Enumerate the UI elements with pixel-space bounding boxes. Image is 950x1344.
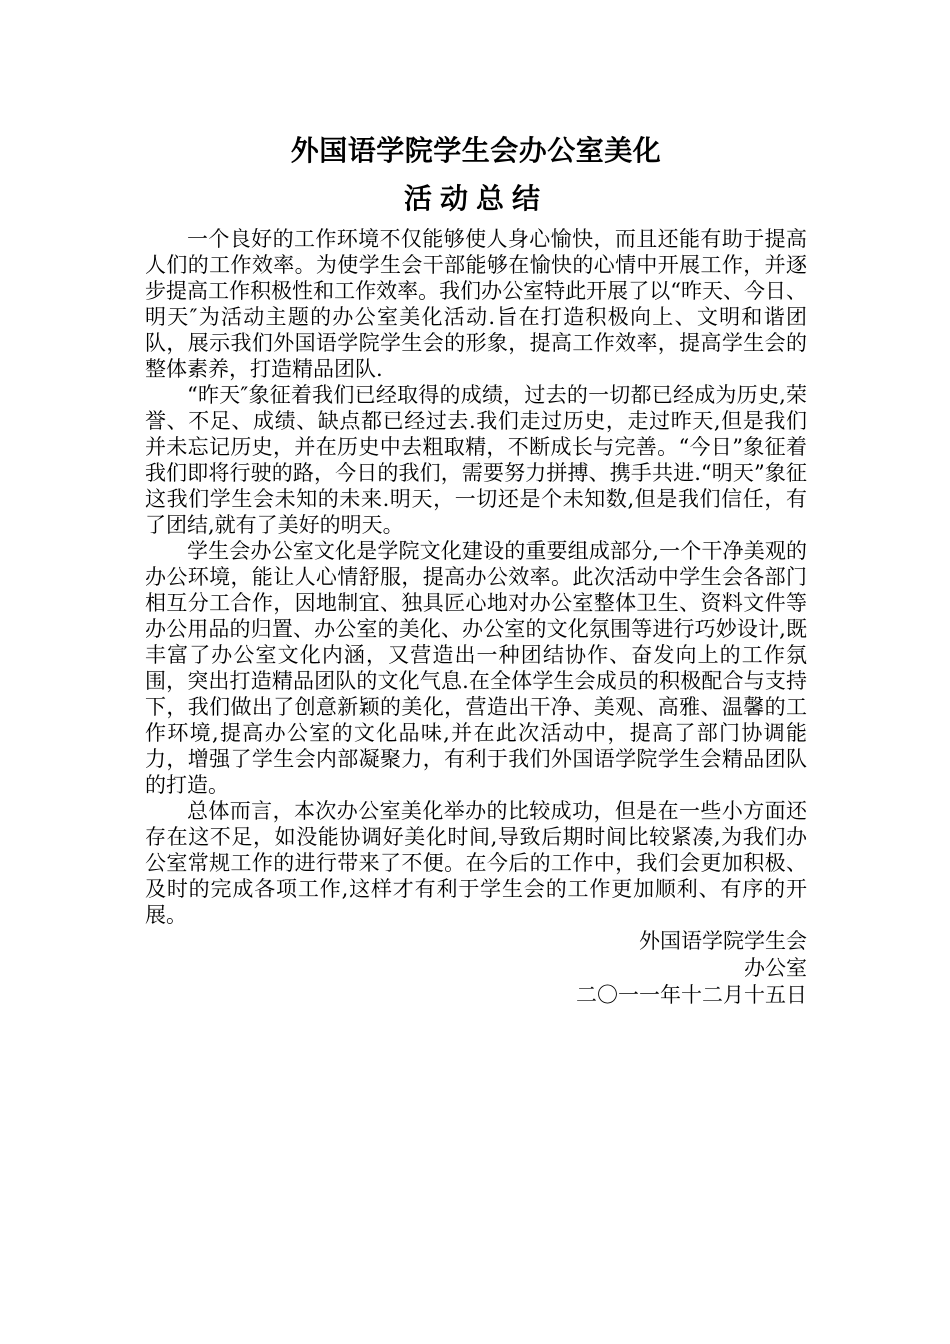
- paragraph-culture: 学生会办公室文化是学院文化建设的重要组成部分,一个干净美观的办公环境，能让人心情舒服，提高办公效率。此次活动中学生会各部门相互分工合作，因地制宜、独具匠心地对办公室整体卫生、资料文件等办公用品的归置、办公室的美化、办公室的文化氛围等进行巧妙设计,既丰富了办公室文化内涵，又营造出一种团结协作、奋发向上的工作氛围，突出打造精品团队的文化气息.在全体学生会成员的积极配合与支持下，我们做出了创意新颖的美化，营造出干净、美观、高雅、温馨的工作环境,提高办公室的文化品味,并在此次活动中，提高了部门协调能力，增强了学生会内部凝聚力，有利于我们外国语学院学生会精品团队的打造。: [145, 539, 807, 797]
- signature-organization: 外国语学院学生会: [639, 929, 807, 953]
- document-subtitle: 活动总结: [403, 182, 548, 215]
- signature-date: 二〇一一年十二月十五日: [576, 983, 807, 1007]
- paragraph-summary: 总体而言，本次办公室美化举办的比较成功，但是在一些小方面还存在这不足，如没能协调好美化时间,导致后期时间比较紧凑,为我们办公室常规工作的进行带来了不便。在今后的工作中，我们会更加积极、及时的完成各项工作,这样才有利于学生会的工作更加顺利、有序的开展。: [145, 799, 807, 927]
- document-title: 外国语学院学生会办公室美化: [290, 134, 662, 167]
- signature-department: 办公室: [744, 956, 807, 980]
- document-body: [145, 128, 807, 1009]
- paragraph-intro: 一个良好的工作环境不仅能够使人身心愉快，而且还能有助于提高人们的工作效率。为使学生会干部能够在愉快的心情中开展工作，并逐步提高工作积极性和工作效率。我们办公室特此开展了以“昨天、今日、明天″为活动主题的办公室美化活动.旨在打造积极向上、文明和谐团队，展示我们外国语学院学生会的形象，提高工作效率，提高学生会的整体素养，打造精品团队.: [145, 227, 807, 381]
- paragraph-theme: “昨天″象征着我们已经取得的成绩，过去的一切都已经成为历史,荣誉、不足、成绩、缺点都已经过去.我们走过历史，走过昨天,但是我们并未忘记历史，并在历史中去粗取精，不断成长与完善。“今日”象征着我们即将行驶的路，今日的我们，需要努力拼搏、携手共进.“明天”象征这我们学生会未知的未来.明天，一切还是个未知数,但是我们信任，有了团结,就有了美好的明天。: [145, 383, 807, 537]
